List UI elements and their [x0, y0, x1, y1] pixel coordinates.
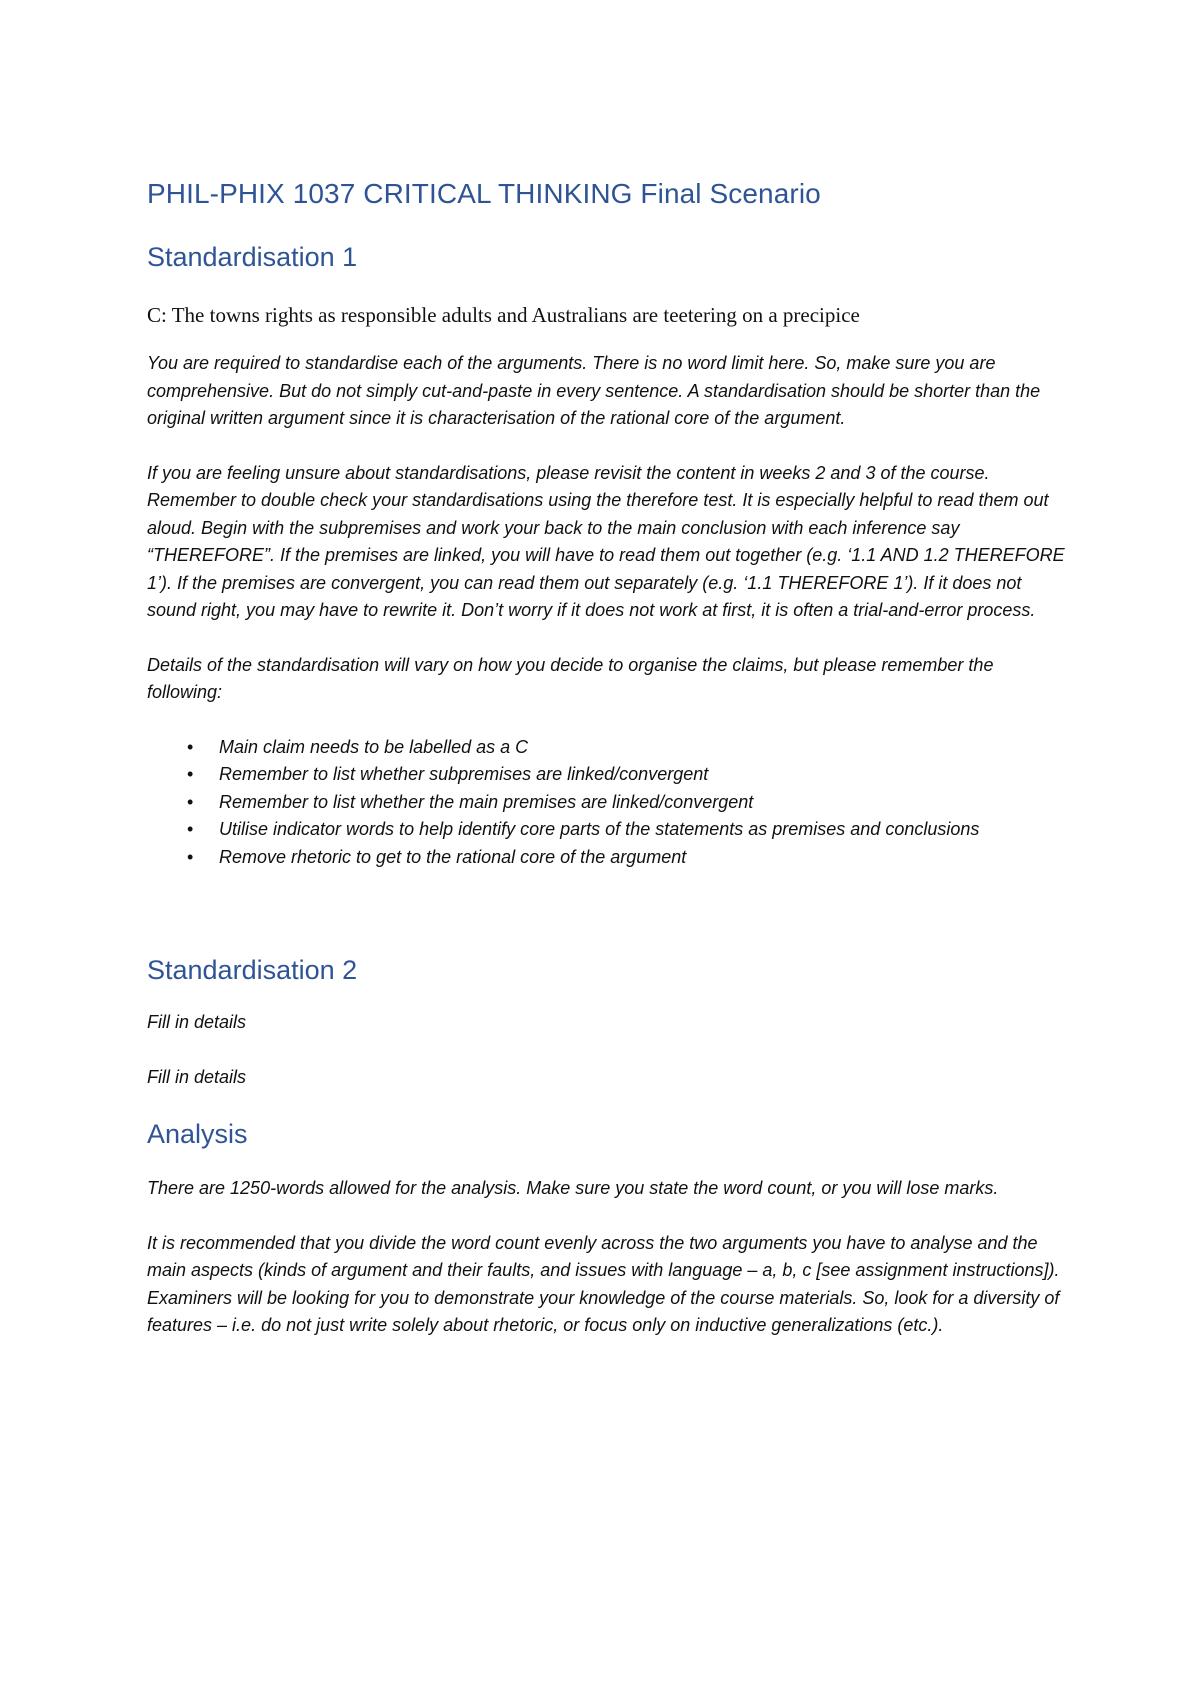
list-item-text: Utilise indicator words to help identify core parts of the statements as premises and conclusions: [219, 819, 980, 839]
list-item: [147, 816, 1067, 844]
heading-standardisation-2: Standardisation 2: [147, 955, 358, 985]
paragraph-word-count: There are 1250-words allowed for the analysis. Make sure you state the word count, or you will lose marks.: [147, 1178, 999, 1198]
bullet-icon: •: [187, 764, 194, 784]
bullet-icon: •: [187, 846, 194, 867]
heading-analysis: Analysis: [147, 1119, 248, 1149]
placeholder-fill-in-details: Fill in details: [147, 1012, 247, 1032]
list-item: [147, 789, 1067, 817]
list-item: [147, 761, 1067, 789]
paragraph-therefore-test: If you are feeling unsure about standardisations, please revisit the content in weeks 2 and 3 of the course. Remember to double check your standardisations using the therefore test. It is especially helpful to read them out aloud. Begin with the subpremises and work your back to the main conclusion with each inference say “THEREFORE”. If the premises are linked, you will have to read them out together (e.g. ‘1.1 AND 1.2 THEREFORE 1’). If the premises are convergent, you can read them out separately (e.g. ‘1.1 THEREFORE 1’). If it does not sound right, you may have to rewrite it. Don’t worry if it does not work at first, it is often a trial-and-error process.: [147, 462, 1065, 620]
bullet-icon: •: [187, 819, 194, 839]
list-item-text: Remember to list whether subpremises are linked/convergent: [219, 764, 709, 784]
document-page: [147, 176, 1067, 1340]
placeholder-fill-in-details: Fill in details: [147, 1066, 247, 1087]
list-item: [147, 844, 1067, 872]
checklist: [147, 734, 1067, 872]
paragraph-standardise-instructions: You are required to standardise each of the arguments. There is no word limit here. So, make sure you are comprehensive. But do not simply cut-and-paste in every sentence. A standardisation should be shorter than the original written argument since it is characterisation of the rational core of the argument.: [147, 353, 1041, 428]
list-item: [147, 734, 1067, 762]
list-item-text: Remove rhetoric to get to the rational core of the argument: [219, 846, 687, 867]
bullet-icon: •: [187, 791, 194, 812]
paragraph-remember-following: Details of the standardisation will vary on how you decide to organise the claims, but please remember the following:: [147, 654, 994, 702]
heading-standardisation-1: Standardisation 1: [147, 242, 358, 272]
list-item-text: Remember to list whether the main premises are linked/convergent: [219, 791, 754, 812]
main-claim: C: The towns rights as responsible adults and Australians are teetering on a precipice: [147, 303, 860, 327]
document-title: PHIL-PHIX 1037 CRITICAL THINKING Final Scenario: [147, 178, 821, 209]
bullet-icon: •: [187, 736, 194, 757]
list-item-text: Main claim needs to be labelled as a C: [219, 736, 529, 757]
paragraph-analysis-guidance: It is recommended that you divide the word count evenly across the two arguments you have to analyse and the main aspects (kinds of argument and their faults, and issues with language – a, b, c [see assignment instructions]). Examiners will be looking for you to demonstrate your knowledge of the course materials. So, look for a diversity of features – i.e. do not just write solely about rhetoric, or focus only on inductive generalizations (etc.).: [147, 1232, 1060, 1335]
